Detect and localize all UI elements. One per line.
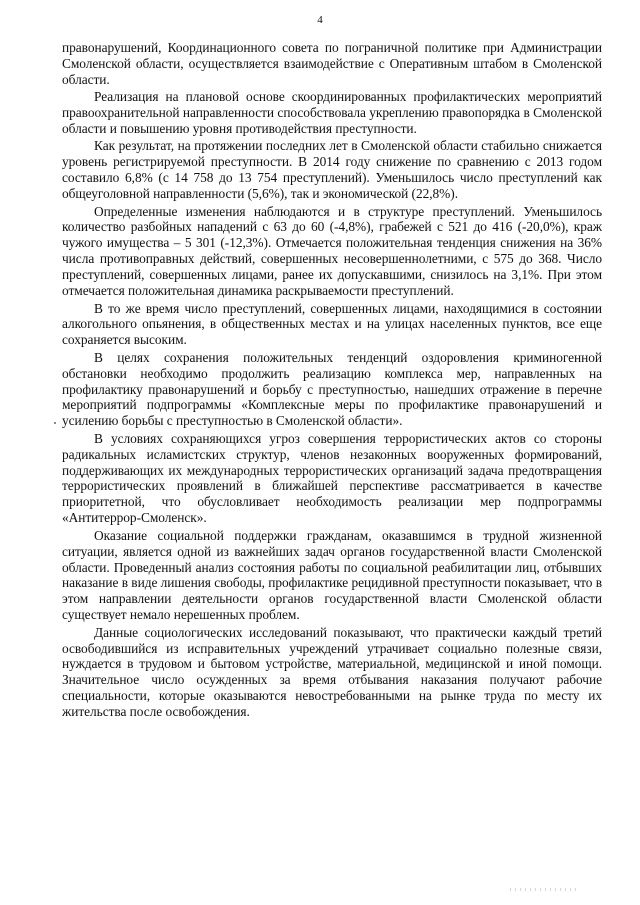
paragraph-crime-structure: Определенные изменения наблюдаются и в структуре преступлений. Уменьшилось количество разбойных нападений с 63 до 60 (-4,8%), грабежей с 521 до 416 (-20,0%), краж чужого имущества – 5 301 (-12,3%). Отмечается положительная тенденция снижения на 36% числа противоправных действий, совершенных несовершеннолетними, с 575 до 368. Число преступлений, совершенных лицами, ранее их допускавшими, снизилось на 3,1%. При этом отмечается положительная динамика раскрываемости преступлений. [62,203,602,299]
paragraph-sociological-data: Данные социологических исследований показывают, что практически каждый третий освободившийся из исправительных учреждений утрачивает социально полезные связи, нуждается в трудовом и бытовом устройстве, материальной, медицинской и иной помощи. Значительное число осужденных за время отбывания наказания получают рабочие специальности, которые оказываются невостребованными на рынке труда по месту их жительства после освобождения. [62,624,602,720]
paragraph-antiterror: В условиях сохраняющихся угроз совершения террористических актов со стороны радикальных исламистских структур, членов незаконных вооруженных формирований, поддерживающих их международных террористических организаций задача предотвращения террористических проявлений в ближайшей перспективе рассматривается в качестве приоритетной, что обусловливает необходимость реализации мер подпрограммы «Антитеррор-Смоленск». [62,430,602,526]
paragraph-prevention-measures: Реализация на плановой основе скоординированных профилактических мероприятий правоохранительной направленности способствовала укреплению правопорядка в Смоленской области и повышению уровня противодействия преступности. [62,89,602,137]
paragraph-social-support: Оказание социальной поддержки гражданам, оказавшимся в трудной жизненной ситуации, является одной из важнейших задач органов государственной власти Смоленской области. Проведенный анализ состояния работы по социальной реабилитации лиц, отбывших наказание в виде лишения свободы, профилактике рецидивной преступности показывает, что в этом направлении деятельности органов государственной власти Смоленской области существует немало нерешенных проблем. [62,527,602,623]
paragraph-crime-decrease: Как результат, на протяжении последних лет в Смоленской области стабильно снижается уровень регистрируемой преступности. В 2014 году снижение по сравнению с 2013 годом составило 6,8% (с 14 758 до 13 754 преступлений). Уменьшилось число преступлений как общеуголовной направленности (5,6%), так и экономической (22,8%). [62,138,602,202]
paragraph-continuation: правонарушений, Координационного совета по пограничной политике при Администрации Смоленской области, осуществляется взаимодействие с Оперативным штабом в Смоленской области. [62,40,602,87]
paragraph-prevention-program: В целях сохранения положительных тенденций оздоровления криминогенной обстановки необходимо продолжить реализацию комплекса мер, направленных на профилактику правонарушений и борьбу с преступностью, нашедших отражение в перечне мероприятий подпрограммы «Комплексные меры по профилактике правонарушений и усилению борьбы с преступностью в Смоленской области». [62,349,602,429]
body-text [62,40,602,722]
scan-artifact [54,422,56,424]
scan-artifact-dots [510,888,580,891]
paragraph-alcohol-crimes: В то же время число преступлений, совершенных лицами, находящимися в состоянии алкогольного опьянения, в общественных местах и на улицах населенных пунктов, все еще сохраняется высоким. [62,300,602,348]
page-number: 4 [317,14,323,26]
